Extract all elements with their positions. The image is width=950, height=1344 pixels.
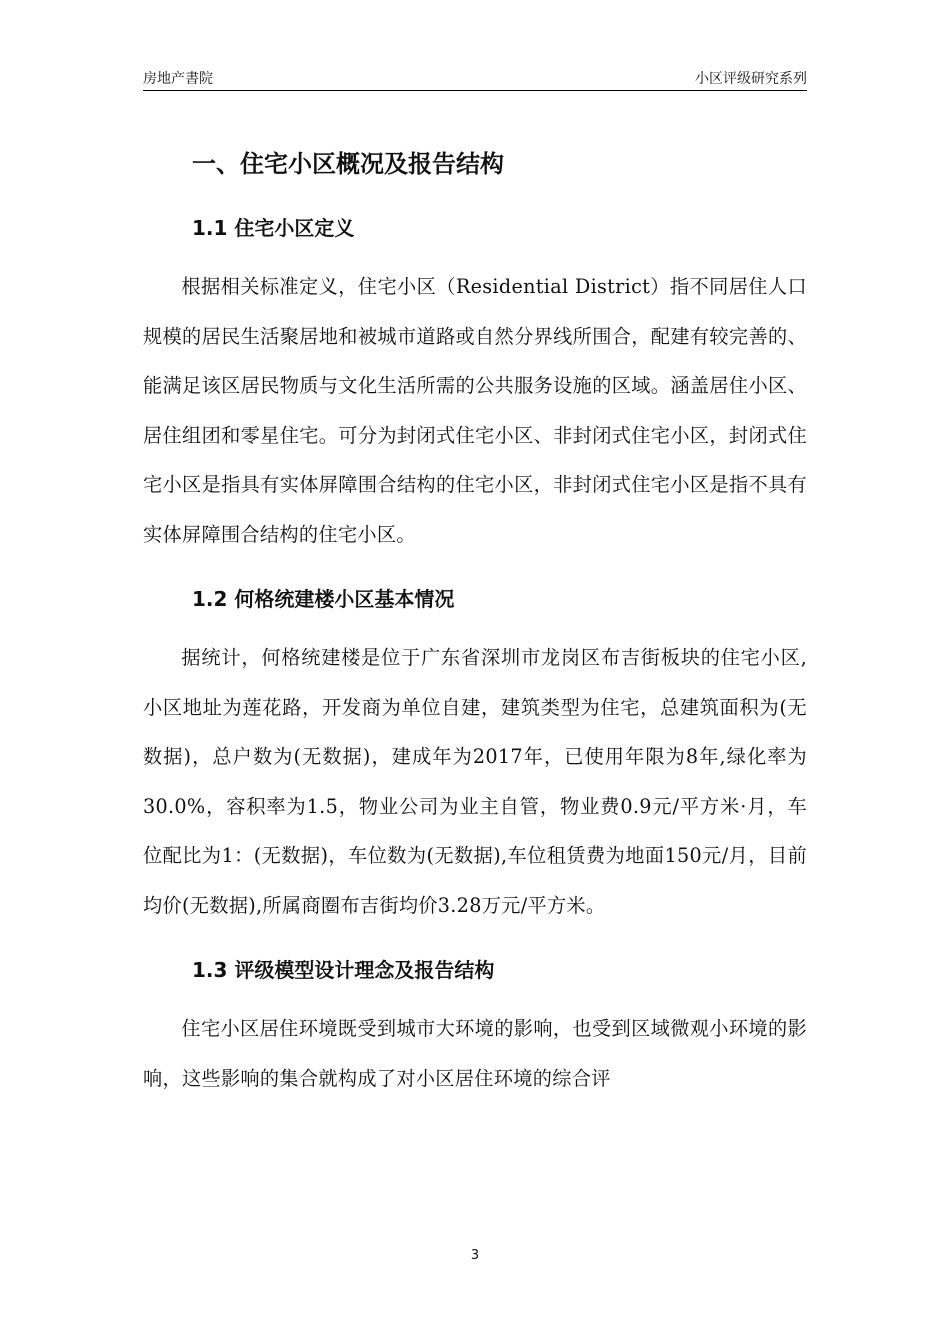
document-body (143, 130, 807, 1103)
chapter-title: 一、住宅小区概况及报告结构 (192, 150, 504, 178)
section-paragraph-1-2: 据统计，何格统建楼是位于广东省深圳市龙岗区布吉街板块的住宅小区,小区地址为莲花路，开发商为单位自建，建筑类型为住宅，总建筑面积为(无数据)，总户数为(无数据)，建成年为2017年，已使用年限为8年,绿化率为30.0%，容积率为1.5，物业公司为业主自管，物业费0.9元/平方米·月，车位配比为1：(无数据)，车位数为(无数据),车位租赁费为地面150元/月，目前均价(无数据),所属商圈布吉街均价3.28万元/平方米。 (143, 646, 807, 917)
page-number: 3 (470, 1248, 480, 1263)
section-paragraph-1-1: 根据相关标准定义，住宅小区（Residential District）指不同居住人口规模的居民生活聚居地和被城市道路或自然分界线所围合，配建有较完善的、能满足该区居民物质与文化生活所需的公共服务设施的区域。涵盖居住小区、居住组团和零星住宅。可分为封闭式住宅小区、非封闭式住宅小区，封闭式住宅小区是指具有实体屏障围合结构的住宅小区，非封闭式住宅小区是指不具有实体屏障围合结构的住宅小区。 (143, 275, 807, 546)
section-heading-1-2: 1.2 何格统建楼小区基本情况 (192, 587, 455, 611)
section-heading-1-1: 1.1 住宅小区定义 (192, 216, 355, 240)
section-heading-1-3: 1.3 评级模型设计理念及报告结构 (192, 958, 495, 982)
page-header (143, 66, 807, 91)
header-series-title: 小区评级研究系列 (695, 71, 807, 87)
header-publisher: 房地产書院 (143, 71, 213, 87)
section-paragraph-1-3: 住宅小区居住环境既受到城市大环境的影响，也受到区域微观小环境的影响，这些影响的集合就构成了对小区居住环境的综合评 (143, 1017, 807, 1090)
